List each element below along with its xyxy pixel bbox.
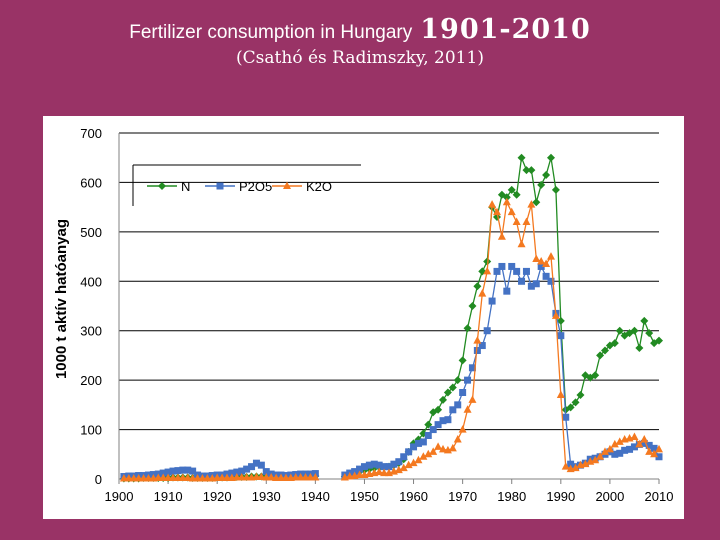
data-point xyxy=(542,171,550,179)
data-point xyxy=(444,416,451,423)
slide-title-years: 1901-2010 xyxy=(420,14,591,45)
legend xyxy=(133,165,361,206)
x-tick-label: 2010 xyxy=(644,489,674,504)
data-point xyxy=(478,289,486,297)
legend-label: K2O xyxy=(306,179,333,194)
data-point xyxy=(434,442,442,450)
data-point xyxy=(454,435,462,443)
data-point xyxy=(635,344,643,352)
data-point xyxy=(459,389,466,396)
data-point xyxy=(527,166,535,174)
data-point xyxy=(484,327,491,334)
data-point xyxy=(547,154,555,162)
data-point xyxy=(498,263,505,270)
data-point xyxy=(518,154,526,162)
data-point xyxy=(533,280,540,287)
slide-title-main: Fertilizer consumption in Hungary xyxy=(129,22,413,43)
legend-label: P2O5 xyxy=(239,179,273,194)
x-tick-label: 1980 xyxy=(497,489,527,504)
y-tick-label: 100 xyxy=(80,422,102,438)
data-point xyxy=(508,208,516,216)
series-line xyxy=(345,158,659,477)
data-point xyxy=(454,401,461,408)
slide-subtitle: (Csathó és Radimszky, 2011) xyxy=(236,48,484,68)
x-tick-label: 1900 xyxy=(104,489,134,504)
x-tick-label: 1970 xyxy=(448,489,478,504)
series-n xyxy=(120,154,663,483)
chart-panel xyxy=(43,116,684,519)
data-point xyxy=(158,182,166,190)
data-point xyxy=(547,252,555,259)
data-point xyxy=(217,183,224,190)
data-point xyxy=(459,356,467,364)
data-point xyxy=(518,278,525,285)
x-tick-label: 1990 xyxy=(546,489,576,504)
data-point xyxy=(449,444,457,452)
data-point xyxy=(258,462,265,469)
data-point xyxy=(576,391,584,399)
data-point xyxy=(532,255,540,262)
x-tick-label: 2000 xyxy=(595,489,625,504)
data-point xyxy=(522,217,530,225)
data-point xyxy=(420,438,427,445)
data-point xyxy=(454,376,462,384)
gridlines xyxy=(119,133,659,430)
legend-label: N xyxy=(181,179,191,194)
slide-title xyxy=(0,14,720,45)
data-point xyxy=(503,198,511,206)
data-point xyxy=(640,435,648,443)
data-point xyxy=(562,414,569,421)
data-point xyxy=(630,432,638,440)
x-tick-label: 1920 xyxy=(202,489,232,504)
y-tick-label: 0 xyxy=(94,472,102,487)
data-point xyxy=(459,425,467,433)
data-point xyxy=(557,332,564,339)
series-line xyxy=(345,202,659,477)
series-p2o5 xyxy=(120,263,662,480)
data-point xyxy=(523,268,530,275)
x-tick-label: 1960 xyxy=(399,489,429,504)
y-axis-title: 1000 t aktív hatóanyag xyxy=(53,218,70,380)
data-point xyxy=(498,232,506,240)
data-point xyxy=(439,396,447,404)
data-point xyxy=(513,217,521,225)
data-point xyxy=(518,240,526,247)
y-tick-label: 300 xyxy=(80,323,102,339)
line-chart xyxy=(43,116,684,519)
y-tick-label: 500 xyxy=(80,224,102,240)
data-point xyxy=(473,336,481,344)
x-tick-label: 1910 xyxy=(153,489,183,504)
data-point xyxy=(464,405,472,413)
y-tick-label: 700 xyxy=(80,126,102,141)
x-tick-label: 1930 xyxy=(251,489,281,504)
x-tick-label: 1950 xyxy=(349,489,379,504)
data-point xyxy=(489,298,496,305)
data-point xyxy=(488,200,496,208)
x-tick-label: 1940 xyxy=(300,489,330,504)
y-tick-label: 400 xyxy=(80,274,102,290)
data-point xyxy=(468,302,476,310)
data-point xyxy=(468,395,476,403)
data-point xyxy=(473,282,481,290)
series-k2o xyxy=(120,198,663,482)
data-point xyxy=(552,186,560,194)
data-point xyxy=(640,317,648,325)
series-group xyxy=(120,154,663,483)
data-point xyxy=(513,268,520,275)
y-tick-label: 600 xyxy=(80,175,102,191)
data-point xyxy=(464,377,471,384)
y-tick-label: 200 xyxy=(80,373,102,389)
data-point xyxy=(503,288,510,295)
series-line xyxy=(345,267,659,476)
